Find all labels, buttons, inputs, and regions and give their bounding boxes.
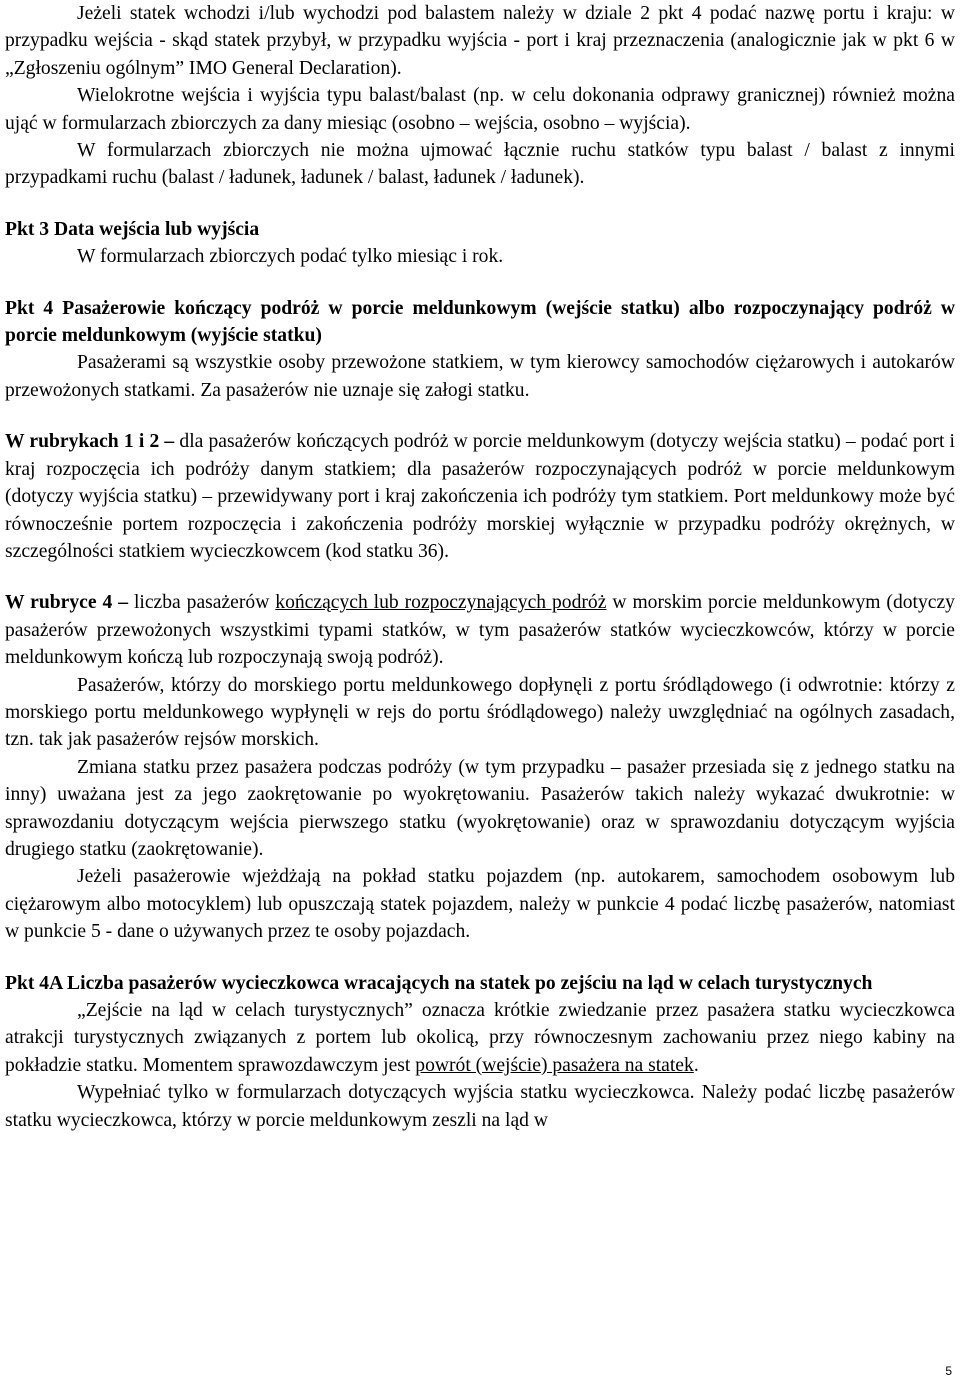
paragraph-cruise-exit: Wypełniać tylko w formularzach dotyczących wyjścia statku wycieczkowca. Należy podać liczbę pasażerów statku wycieczkowca, którzy w porcie meldunkowym zeszli na ląd w: [5, 1082, 955, 1131]
paragraph-text: „Zejście na ląd w celach turystycznych” oznacza krótkie zwiedzanie przez pasażera statku wycieczkowca atrakcji turystycznych związanych z portem lub okolicą, przy równoczesnym zachowaniu przez niego kabiny na pokładzie statku. Momentem sprawozdawczym jest: [5, 1000, 955, 1076]
paragraph-text: .: [693, 1054, 699, 1076]
paragraph-ballast-port: Jeżeli statek wchodzi i/lub wychodzi pod balastem należy w dziale 2 pkt 4 podać nazwę portu i kraju: w przypadku wejścia - skąd statek przybył, w przypadku wyjścia - port i kraj przeznaczenia (analogicznie jak w pkt 6 w „Zgłoszeniu ogólnym” IMO General Declaration).: [5, 3, 955, 79]
section-heading-pkt3: Pkt 3 Data wejścia lub wyjścia: [5, 218, 260, 240]
rubric-label: W rubrykach 1 i 2 –: [5, 431, 175, 453]
paragraph-summary-forms: W formularzach zbiorczych nie można ujmować łącznie ruchu statków typu balast / balast z innymi przypadkami ruchu (balast / ładunek, ładunek / balast, ładunek / ładunek).: [5, 140, 955, 189]
paragraph-rubric-4: [5, 589, 955, 671]
paragraph-ship-change: Zmiana statku przez pasażera podczas podróży (w tym przypadku – pasażer przesiada się z jednego statku na inny) uważana jest za jego zaokrętowanie po wyokrętowaniu. Pasażerów takich należy wykazać dwukrotnie: w sprawozdaniu dotyczącym wejścia pierwszego statku (wyokrętowanie) oraz w sprawozdaniu dotyczącym wyjścia drugiego statku (zaokrętowanie).: [5, 756, 955, 860]
document-page: [5, 0, 955, 1134]
paragraph-vehicles: Jeżeli pasażerowie wjeżdżają na pokład statku pojazdem (np. autokarem, samochodem osobowym lub ciężarowym albo motocyklem) lub opuszczają statek pojazdem, należy w punkcie 4 podać liczbę pasażerów, natomiast w punkcie 5 - dane o używanych przez te osoby pojazdach.: [5, 866, 955, 943]
rubric-text: w morskim porcie meldunkowym (dotyczy pasażerów przewożonych wszystkimi typami statków, w tym pasażerów statków wycieczkowców, którzy w porcie meldunkowym kończą lub rozpoczynają swoją podróż).: [5, 592, 955, 669]
page-number: 5: [945, 1364, 952, 1378]
rubric-text: dla pasażerów kończących podróż w porcie meldunkowym (dotyczy wejścia statku) – podać port i kraj rozpoczęcia ich podróży danym statkiem; dla pasażerów rozpoczynających podróż w porcie meldunkowym (dotyczy wyjścia statku) – przewidywany port i kraj zakończenia ich podróży tym statkiem. Port meldunkowy może być równocześnie portem rozpoczęcia i zakończenia podróży morskiej wyłącznie w przypadku podróży okrężnych, w szczególności statkiem wycieczkowcem (kod statku 36).: [5, 431, 956, 562]
paragraph-rubrics-1-2: [5, 428, 955, 565]
section-heading-pkt4a: Pkt 4A Liczba pasażerów wycieczkowca wracających na statek po zejściu na ląd w celach turystycznych: [5, 972, 873, 994]
section-heading-pkt4: Pkt 4 Pasażerowie kończący podróż w porcie meldunkowym (wejście statku) albo rozpoczynający podróż w porcie meldunkowym (wyjście statku): [5, 297, 955, 347]
paragraph-pkt4: Pasażerami są wszystkie osoby przewożone statkiem, w tym kierowcy samochodów ciężarowych i autokarów przewożonych statkami. Za pasażerów nie uznaje się załogi statku.: [5, 352, 955, 401]
paragraph-multiple-entries: Wielokrotne wejścia i wyjścia typu balast/balast (np. w celu dokonania odprawy granicznej) również można ująć w formularzach zbiorczych za dany miesiąc (osobno – wejścia, osobno – wyjścia).: [5, 85, 955, 134]
underlined-text: powrót (wejście) pasażera na statek: [415, 1054, 694, 1076]
paragraph-shore-excursion: [5, 997, 955, 1079]
rubric-text: liczba pasażerów: [128, 592, 276, 614]
paragraph-inland-ports: Pasażerów, którzy do morskiego portu meldunkowego dopłynęli z portu śródlądowego (i odwrotnie: którzy z morskiego portu meldunkowego wypłynęli w rejs do portu śródlądowego) należy uwzględniać na ogólnych zasadach, tzn. tak jak pasażerów rejsów morskich.: [5, 674, 955, 751]
paragraph-pkt3: W formularzach zbiorczych podać tylko miesiąc i rok.: [77, 246, 504, 268]
rubric-label: W rubryce 4 –: [5, 592, 129, 614]
underlined-text: kończących lub rozpoczynających podróż: [275, 592, 607, 614]
